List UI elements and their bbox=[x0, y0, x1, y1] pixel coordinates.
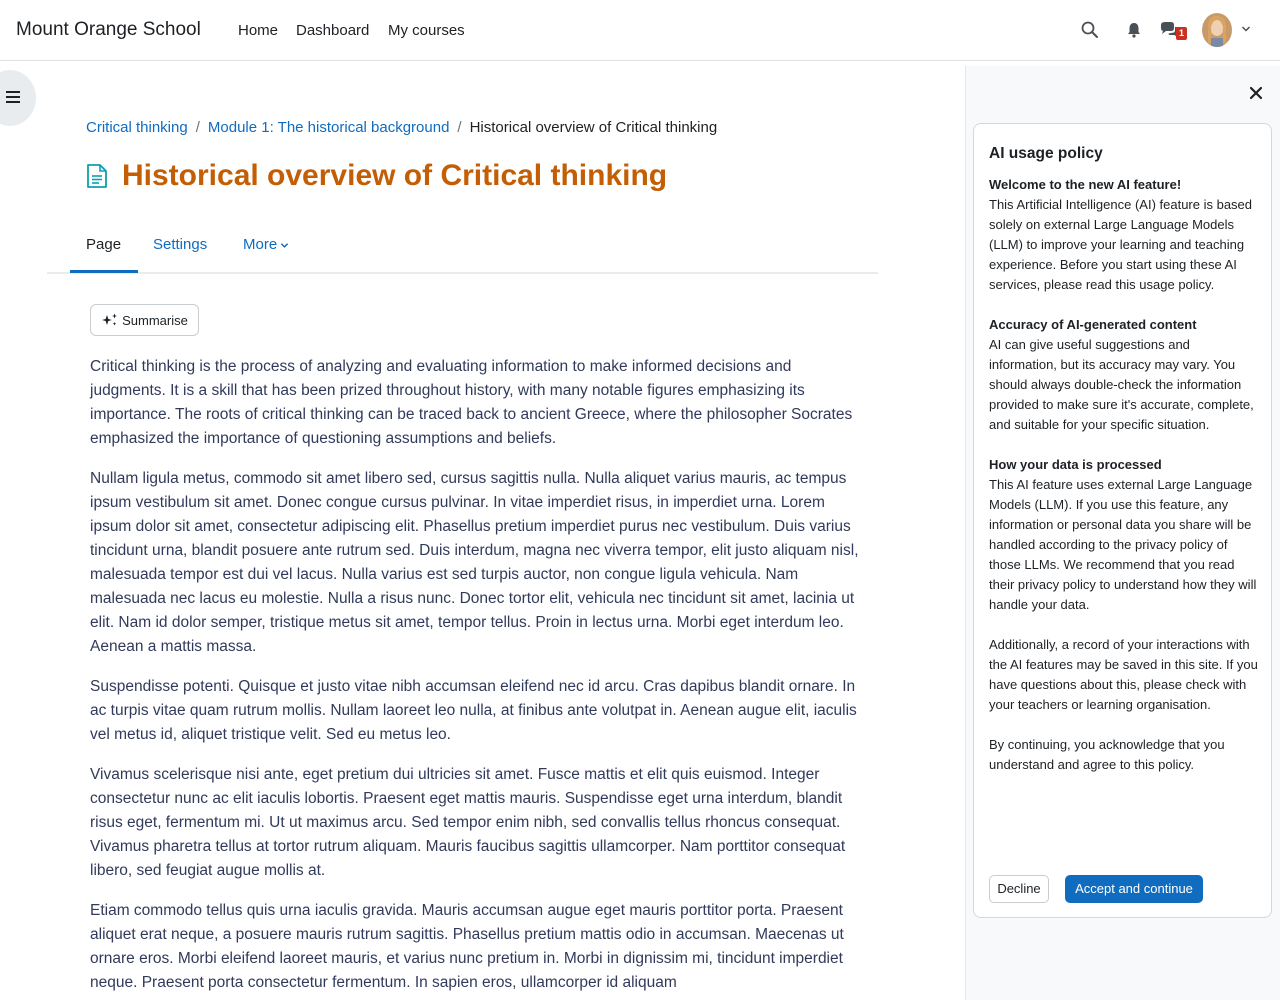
policy-additional-text: Additionally, a record of your interactions with the AI features may be saved in this site. If you have questions about this, please check with your teachers or learning organisation. bbox=[989, 637, 1258, 712]
tab-more-label: More bbox=[243, 236, 278, 253]
decline-button[interactable]: Decline bbox=[989, 875, 1049, 903]
summarise-button[interactable] bbox=[90, 304, 199, 336]
nav-my-courses[interactable]: My courses bbox=[388, 22, 465, 39]
summarise-label: Summarise bbox=[122, 312, 188, 328]
tab-settings[interactable]: Settings bbox=[153, 236, 208, 253]
policy-welcome-text: This Artificial Intelligence (AI) feature is based solely on external Large Language Models (LLM) to improve your learning and teaching experience. Before you start using these AI services, please read this usage policy. bbox=[989, 197, 1253, 292]
tab-page[interactable]: Page bbox=[86, 236, 122, 253]
close-icon[interactable] bbox=[1249, 86, 1263, 100]
site-name[interactable]: Mount Orange School bbox=[16, 19, 201, 40]
breadcrumb-module[interactable]: Module 1: The historical background bbox=[207, 119, 450, 136]
content-paragraph: Vivamus scelerisque nisi ante, eget pretium dui ultricies sit amet. Fusce mattis et elit quis euismod. Integer consectetur nunc ac elit iaculis lobortis. Praesent eget mattis mauris. Suspendisse eget urna interdum, blandit risus eget, fermentum mi. Ut ut maximus arcu. Sed tempor enim nibh, sed convallis tellus rhoncus consequat. Vivamus pharetra tellus at tortor rutrum aliquam. Mauris faucibus sagittis ullamcorper. Nam porttitor consequat libero, sed feugiat augue mollis at. bbox=[90, 766, 846, 879]
policy-data-text: This AI feature uses external Large Language Models (LLM). If you use this feature, any information or personal data you share will be handled according to the privacy policy of those LLMs. We recommend that you read their privacy policy to understand how they will handle your data. bbox=[989, 477, 1257, 612]
course-index-toggle[interactable] bbox=[0, 70, 36, 126]
policy-data-heading: How your data is processed bbox=[989, 457, 1162, 472]
breadcrumb bbox=[86, 119, 717, 136]
policy-ack-text: By continuing, you acknowledge that you understand and agree to this policy. bbox=[989, 737, 1225, 772]
chevron-down-icon bbox=[280, 241, 289, 250]
secondary-navigation bbox=[47, 227, 878, 274]
sparkle-icon bbox=[101, 313, 118, 327]
breadcrumb-separator: / bbox=[457, 119, 462, 136]
tab-more[interactable] bbox=[243, 236, 289, 253]
breadcrumb-separator: / bbox=[195, 119, 200, 136]
content-paragraph: Suspendisse potenti. Quisque et justo vitae nibh accumsan eleifend nec id arcu. Cras dapibus blandit ornare. In ac turpis vitae quam rutrum mollis. Nullam laoreet leo nulla, at finibus ante volutpat in. Aenean augue elit, iaculis vel metus id, aliquet tristique velit. Sed eu metus leo. bbox=[90, 678, 857, 743]
policy-title: AI usage policy bbox=[989, 145, 1103, 162]
content-paragraph: Etiam commodo tellus quis urna iaculis gravida. Mauris accumsan augue eget mauris porttitor porta. Praesent aliquet erat neque, a posuere mauris rutrum sagittis. Phasellus pretium mattis odio in accumsan. Maecenas ut ornare eros. Morbi eleifend laoreet mauris, et varius nunc pretium in. Morbi in dignissim mi, tincidunt imperdiet neque. Praesent porta consectetur fermentum. In sapien eros, ullamcorper id aliquam bbox=[90, 902, 844, 991]
nav-home[interactable]: Home bbox=[238, 22, 279, 39]
page-icon bbox=[86, 163, 108, 189]
content-paragraph: Nullam ligula metus, commodo sit amet libero sed, cursus sagittis nulla. Nulla aliquet varius mauris, ac tempus ipsum vestibulum sit amet. Donec congue cursus pulvinar. In vitae imperdiet risus, in imperdiet urna. Lorem ipsum dolor sit amet, consectetur adipiscing elit. Phasellus pretium imperdiet purus nec vestibulum. Duis varius tincidunt urna, blandit posuere ante rutrum sed. Duis interdum, magna nec viverra tempor, elit justo aliquam nisl, malesuada tempor est dui vel lacus. Nulla varius est sed turpis auctor, non congue ligula vehicula. Nam malesuada nec lacus eu molestie. Nulla a risus nunc. Donec tortor elit, vehicula nec tincidunt sit amet, lacinia ut elit. Nam id dolor semper, tristique metus sit amet, tempor tellus. Proin in lectus urna. Morbi eget interdum leo. Aenean a mattis massa. bbox=[90, 470, 859, 655]
active-tab-indicator bbox=[70, 270, 138, 273]
policy-accuracy-heading: Accuracy of AI-generated content bbox=[989, 317, 1197, 332]
policy-welcome-heading: Welcome to the new AI feature! bbox=[989, 177, 1182, 192]
chevron-down-icon[interactable] bbox=[1241, 24, 1251, 34]
messages-badge: 1 bbox=[1176, 27, 1187, 40]
bell-icon[interactable] bbox=[1124, 20, 1144, 40]
breadcrumb-course[interactable]: Critical thinking bbox=[86, 119, 188, 136]
nav-dashboard[interactable]: Dashboard bbox=[296, 22, 370, 39]
policy-accuracy-text: AI can give useful suggestions and information, but its accuracy may vary. You should always double-check the information provided to make sure it's accurate, complete, and suitable for your specific situation. bbox=[989, 337, 1254, 432]
breadcrumb-current: Historical overview of Critical thinking bbox=[469, 119, 718, 136]
content-paragraph: Critical thinking is the process of analyzing and evaluating information to make informed decisions and judgments. It is a skill that has been prized throughout history, with many notable figures emphasizing its importance. The roots of critical thinking can be traced back to ancient Greece, where the philosopher Socrates emphasized the importance of questioning assumptions and beliefs. bbox=[90, 358, 853, 447]
page-title: Historical overview of Critical thinking bbox=[122, 159, 668, 192]
avatar[interactable] bbox=[1202, 13, 1232, 47]
top-navbar bbox=[0, 0, 1280, 61]
page-content bbox=[90, 355, 860, 1000]
search-icon[interactable] bbox=[1080, 20, 1100, 40]
accept-button[interactable]: Accept and continue bbox=[1065, 875, 1203, 903]
policy-body bbox=[989, 175, 1261, 795]
hamburger-icon bbox=[6, 90, 20, 104]
